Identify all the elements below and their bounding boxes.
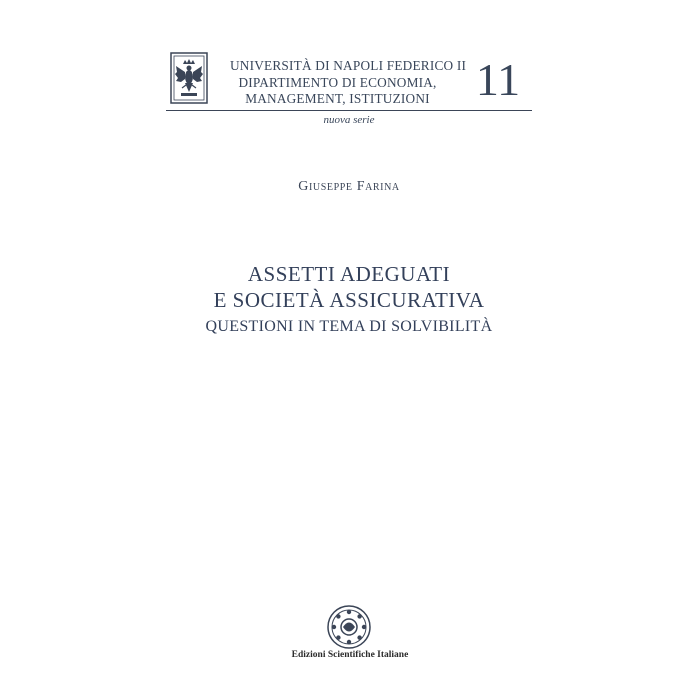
book-title bbox=[130, 261, 568, 313]
series-number: 11 bbox=[475, 54, 521, 105]
institution-name bbox=[230, 58, 467, 108]
publisher-logo-icon bbox=[326, 604, 372, 650]
author-name: Giuseppe Farina bbox=[298, 179, 400, 194]
title-line: ASSETTI ADEGUATI bbox=[247, 262, 451, 286]
book-subtitle: QUESTIONI IN TEMA DI SOLVIBILITÀ bbox=[205, 318, 493, 335]
institution-line: DIPARTIMENTO DI ECONOMIA, bbox=[238, 74, 437, 90]
institution-line: UNIVERSITÀ DI NAPOLI FEDERICO II bbox=[230, 58, 467, 73]
series-label: nuova serie bbox=[323, 114, 375, 126]
title-line: E SOCIETÀ ASSICURATIVA bbox=[213, 288, 485, 312]
publisher-name: Edizioni Scientifiche Italiane bbox=[291, 650, 409, 660]
university-crest-icon bbox=[170, 52, 208, 104]
institution-line: MANAGEMENT, ISTITUZIONI bbox=[245, 91, 430, 106]
header-divider bbox=[166, 110, 532, 111]
